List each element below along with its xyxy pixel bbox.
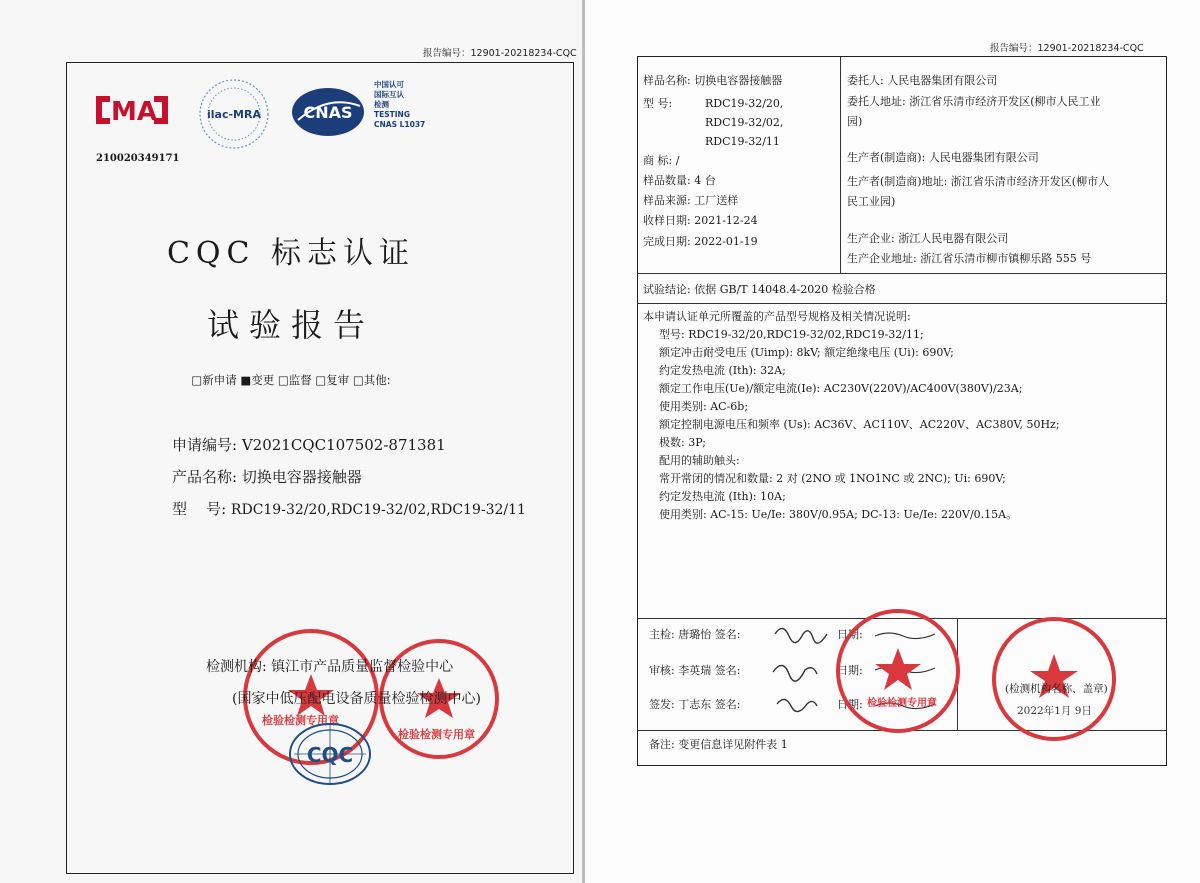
svg-text:CQC: CQC: [306, 743, 354, 767]
sample-name: 样品名称: 切换电容器接触器: [643, 74, 783, 87]
institution-stamp-label: (检测机构名称、盖章): [1005, 683, 1108, 695]
spec-line: 额定工作电压(Ue)/额定电流(Ie): AC230V(220V)/AC400V(380V)/23A;: [659, 382, 1023, 395]
svg-text:CNAS: CNAS: [303, 103, 353, 122]
model-1: RDC19-32/20,: [705, 97, 784, 110]
producer-address-2: 民工业园): [847, 195, 896, 208]
institution-seal-stamp-icon: [979, 614, 1129, 744]
client: 委托人: 人民电器集团有限公司: [847, 74, 998, 87]
cma-logo-icon: [92, 92, 172, 128]
spec-line: 配用的辅助触头:: [659, 454, 740, 467]
cover-page: [0, 0, 582, 883]
report-number: 报告编号：12901-20218234-CQC: [423, 48, 577, 59]
spec-line: 额定冲击耐受电压 (Uimp): 8kV; 额定绝缘电压 (Ui): 690V;: [659, 346, 954, 359]
right-seal-bottom-text: 检验检测专用章: [867, 698, 937, 709]
approver-date-label: 日期:: [837, 698, 863, 711]
producer: 生产者(制造商): 人民电器集团有限公司: [847, 151, 1039, 164]
approver: 签发: 丁志东 签名:: [649, 698, 741, 711]
trademark: 商 标: /: [643, 154, 680, 167]
reviewer-date-label: 日期:: [837, 664, 863, 677]
report-number-right: 报告编号：12901-20218234-CQC: [990, 43, 1144, 54]
factory-address: 生产企业地址: 浙江省乐清市柳市镇柳乐路 555 号: [847, 252, 1092, 265]
product-name: 产品名称: 切换电容器接触器: [172, 468, 362, 486]
sample-source: 样品来源: 工厂送样: [643, 194, 739, 207]
inspection-seal-stamp-icon: [833, 606, 963, 736]
model-2: RDC19-32/02,: [705, 116, 784, 129]
application-type-checkboxes: □新申请 ■变更 □监督 □复审 □其他:: [191, 373, 391, 387]
left-seal-bottom-text: 检验检测专用章: [262, 714, 339, 727]
client-address-2: 园): [847, 115, 863, 128]
row-divider-2: [638, 303, 1166, 304]
institution-line2: (国家中低压配电设备质量检验检测中心): [232, 691, 481, 707]
accreditation-logos: [92, 78, 452, 158]
spec-header: 本申请认证单元所覆盖的产品型号规格及相关情况说明:: [643, 310, 911, 323]
model-3: RDC19-32/11: [705, 135, 780, 148]
column-divider: [840, 57, 841, 273]
handwritten-signatures-icon: [771, 620, 835, 720]
model-value: RDC19-32/20,RDC19-32/02,RDC19-32/11: [230, 502, 526, 518]
spec-line: 型号: RDC19-32/20,RDC19-32/02,RDC19-32/11;: [659, 328, 924, 341]
spec-line: 使用类别: AC-6b;: [659, 400, 749, 413]
svg-text:ilac-MRA: ilac-MRA: [207, 108, 261, 121]
cqc-logo-icon: [288, 722, 372, 786]
completed-date: 完成日期: 2022-01-19: [643, 235, 758, 248]
chief-date-label: 日期:: [837, 628, 863, 641]
chief-inspector: 主检: 唐璐怡 签名:: [649, 628, 741, 641]
middle-seal-bottom-text: 检验检测专用章: [398, 728, 475, 741]
institution-line1: 检测机构: 镇江市产品质量监督检验中心: [206, 659, 454, 675]
model-field: [172, 498, 526, 519]
factory: 生产企业: 浙江人民电器有限公司: [847, 232, 1009, 245]
svg-text:MA: MA: [111, 97, 157, 127]
received-date: 收样日期: 2021-12-24: [643, 214, 758, 227]
detail-page: [585, 0, 1200, 883]
cover-title-line1: CQC 标志认证: [166, 236, 416, 271]
row-divider-1: [638, 273, 1166, 274]
model-label: 型 号:: [172, 500, 227, 518]
spec-line: 常开常闭的情况和数量: 2 对 (2NO 或 1NO1NC 或 2NC); Ui: 690V;: [659, 472, 1006, 485]
spec-line: 使用类别: AC-15: Ue/Ie: 380V/0.95A; DC-13: Ue/Ie: 220V/0.15A。: [659, 508, 1018, 521]
test-conclusion: 试验结论: 依据 GB/T 14048.4-2020 检验合格: [643, 283, 876, 296]
ilac-mra-logo-icon: [198, 78, 270, 150]
spec-line: 额定控制电源电压和频率 (Us): AC36V、AC110V、AC220V、AC380V, 50Hz;: [659, 418, 1060, 431]
cover-title-line2: 试验报告: [206, 306, 375, 344]
model-label: 型 号:: [643, 97, 673, 110]
reviewer: 审核: 李英瑞 签名:: [649, 664, 741, 677]
sample-quantity: 样品数量: 4 台: [643, 174, 716, 187]
stamp-date: 2022年1月 9日: [1017, 705, 1092, 717]
application-number: 申请编号: V2021CQC107502-871381: [172, 436, 446, 454]
remark: 备注: 变更信息详见附件表 1: [649, 738, 788, 751]
spec-line: 极数: 3P;: [659, 436, 706, 449]
cnas-side-text: 中国认可 国际互认 检测 TESTING CNAS L1037: [374, 80, 426, 129]
spec-line: 约定发热电流 (Ith): 10A;: [659, 490, 786, 503]
cnas-logo-icon: [290, 86, 366, 138]
certificate-number: 210020349171: [96, 153, 180, 164]
spec-line: 约定发热电流 (Ith): 32A;: [659, 364, 786, 377]
producer-address-1: 生产者(制造商)地址: 浙江省乐清市经济开发区(柳市人: [847, 175, 1110, 188]
client-address-1: 委托人地址: 浙江省乐清市经济开发区(柳市人民工业: [847, 95, 1101, 108]
